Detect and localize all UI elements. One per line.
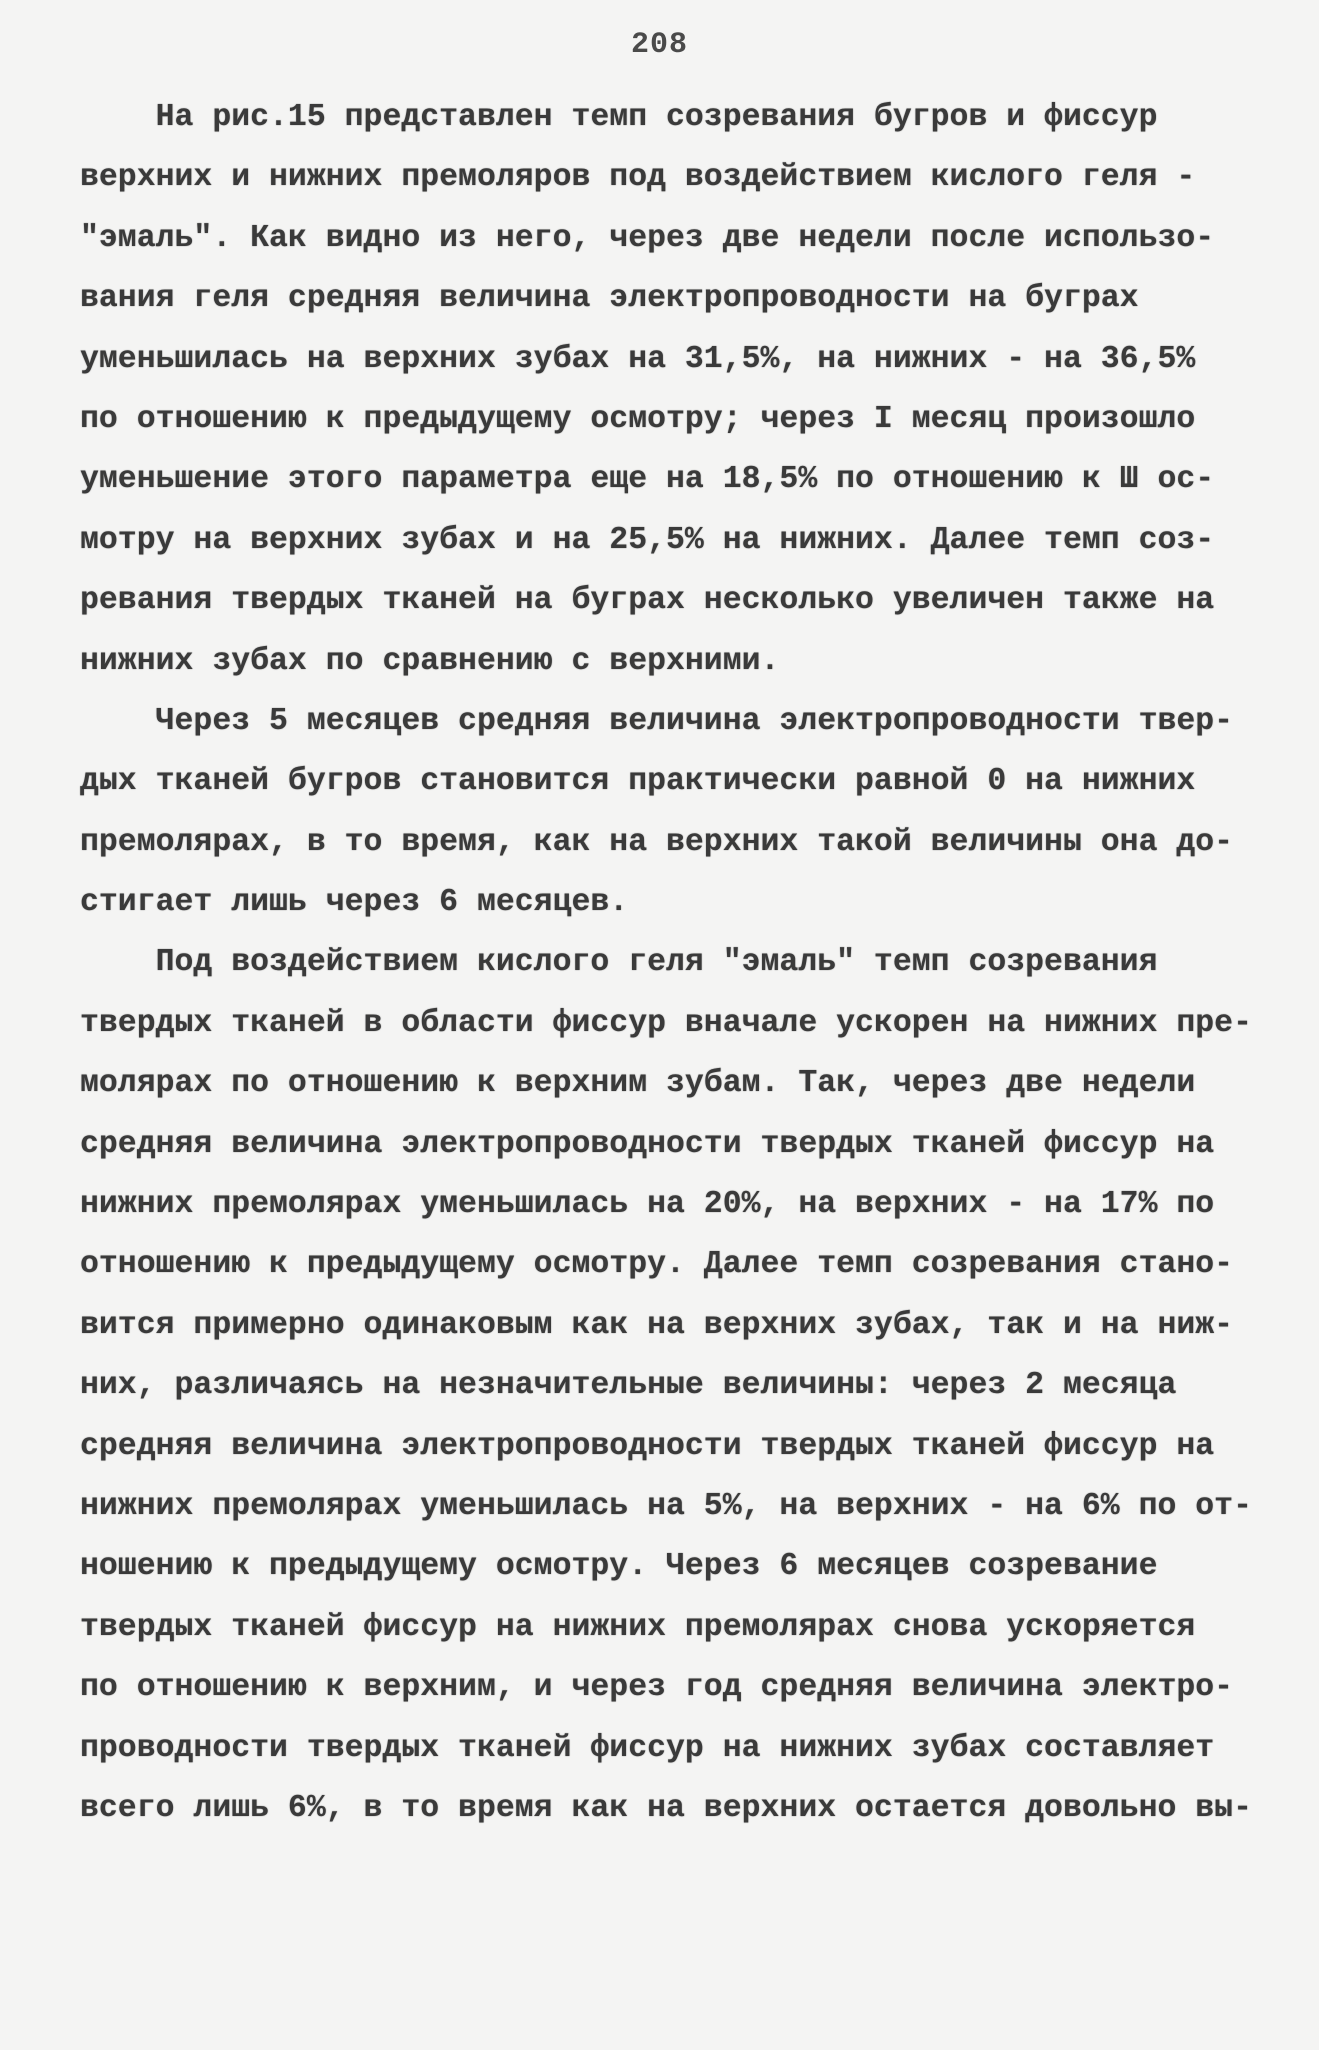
text-line: нижних премолярах уменьшилась на 5%, на верхних - на 6% по от- — [80, 1488, 1252, 1524]
text-line: На рис.15 представлен темп созревания бугров и фиссур — [80, 100, 1158, 135]
text-line: уменьшение этого параметра еще на 18,5% по отношению к Ш ос- — [80, 462, 1215, 498]
text-line: Под воздействием кислого геля "эмаль" темп созревания — [80, 945, 1158, 981]
text-line: нижних зубах по сравнению с верхними. — [80, 643, 780, 679]
text-line: ревания твердых тканей на буграх несколько увеличен также на — [80, 583, 1215, 619]
text-line: "эмаль". Как видно из него, через две недели после использо- — [80, 220, 1215, 256]
text-line: твердых тканей в области фиссур вначале ускорен на нижних пре- — [80, 1005, 1252, 1041]
body-text — [80, 88, 1252, 1839]
text-line: премолярах, в то время, как на верхних такой величины она до- — [80, 824, 1234, 860]
text-line: отношению к предыдущему осмотру. Далее темп созревания стано- — [80, 1247, 1234, 1283]
text-line: по отношению к верхним, и через год средняя величина электро- — [80, 1670, 1234, 1706]
text-line: вится примерно одинаковым как на верхних зубах, так и на ниж- — [80, 1307, 1234, 1343]
text-line: всего лишь 6%, в то время как на верхних остается довольно вы- — [80, 1790, 1252, 1826]
text-line: ношению к предыдущему осмотру. Через 6 месяцев созревание — [80, 1549, 1158, 1585]
text-line: мотру на верхних зубах и на 25,5% на нижних. Далее темп соз- — [80, 522, 1215, 558]
text-line: нижних премолярах уменьшилась на 20%, на верхних - на 17% по — [80, 1187, 1215, 1223]
text-line: проводности твердых тканей фиссур на нижних зубах составляет — [80, 1730, 1215, 1766]
text-line: уменьшилась на верхних зубах на 31,5%, на нижних - на 36,5% — [80, 341, 1196, 377]
text-line: них, различаясь на незначительные величины: через 2 месяца — [80, 1368, 1177, 1404]
text-line: дых тканей бугров становится практически равной 0 на нижних — [80, 764, 1196, 800]
page-number: 208 — [630, 28, 688, 62]
text-line: стигает лишь через 6 месяцев. — [80, 885, 629, 921]
text-line: средняя величина электропроводности твердых тканей фиссур на — [80, 1126, 1215, 1162]
text-line: вания геля средняя величина электропроводности на буграх — [80, 281, 1139, 317]
text-line: Через 5 месяцев средняя величина электропроводности твер- — [80, 703, 1234, 739]
text-line: твердых тканей фиссур на нижних премолярах снова ускоряется — [80, 1609, 1196, 1645]
text-line: верхних и нижних премоляров под воздействием кислого геля - — [80, 160, 1196, 196]
text-line: по отношению к предыдущему осмотру; через I месяц произошло — [80, 401, 1196, 437]
text-line: средняя величина электропроводности твердых тканей фиссур на — [80, 1428, 1215, 1464]
text-line: молярах по отношению к верхним зубам. Так, через две недели — [80, 1066, 1196, 1102]
